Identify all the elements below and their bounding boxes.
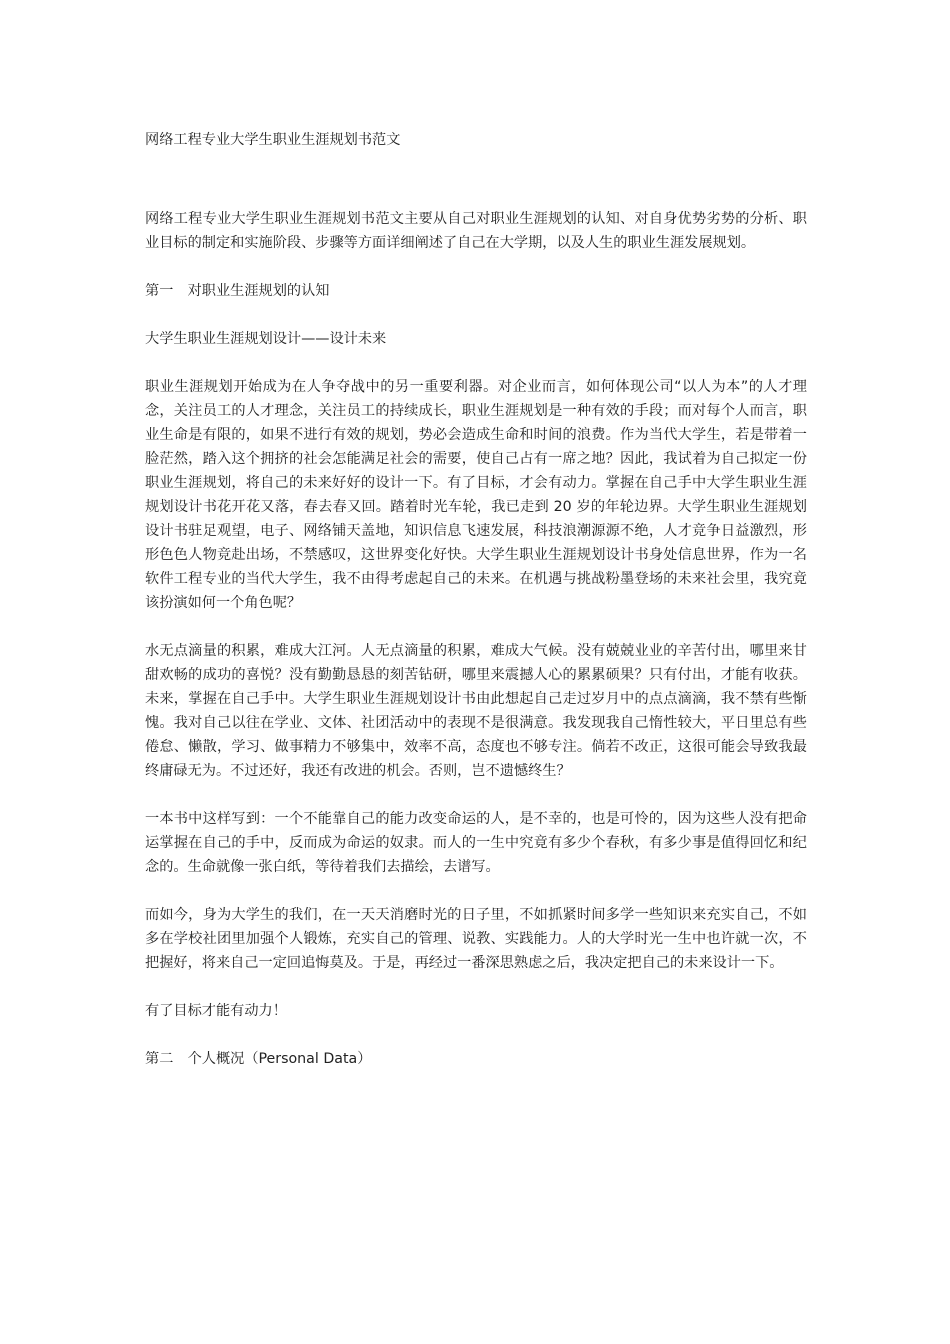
section-heading-2: 第二 个人概况（Personal Data）	[145, 1051, 372, 1067]
intro-paragraph: 网络工程专业大学生职业生涯规划书范文主要从自己对职业生涯规划的认知、对自身优势劣势的分析、职业目标的制定和实施阶段、步骤等方面详细阐述了自己在大学期，以及人生的职业生涯发展规划。	[145, 211, 807, 251]
body-paragraph-4: 而如今，身为大学生的我们，在一天天消磨时光的日子里，不如抓紧时间多学一些知识来充实自己，不如多在学校社团里加强个人锻炼，充实自己的管理、说教、实践能力。人的大学时光一生中也许就一次，不把握好，将来自己一定回追悔莫及。于是，再经过一番深思熟虑之后，我决定把自己的未来设计一下。	[145, 907, 807, 971]
document-body	[145, 128, 807, 1095]
body-paragraph-3: 一本书中这样写到：一个不能靠自己的能力改变命运的人，是不幸的，也是可怜的，因为这些人没有把命运掌握在自己的手中，反而成为命运的奴隶。而人的一生中究竟有多少个春秋，有多少事是值得回忆和纪念的。生命就像一张白纸，等待着我们去描绘，去谱写。	[145, 811, 807, 875]
section-heading-1: 第一 对职业生涯规划的认知	[145, 283, 330, 299]
document-title: 网络工程专业大学生职业生涯规划书范文	[145, 132, 401, 148]
body-paragraph-2: 水无点滴量的积累，难成大江河。人无点滴量的积累，难成大气候。没有兢兢业业的辛苦付出，哪里来甘甜欢畅的成功的喜悦？没有勤勤恳恳的刻苦钻研，哪里来震撼人心的累累硕果？只有付出，才能有收获。未来，掌握在自己手中。大学生职业生涯规划设计书由此想起自己走过岁月中的点点滴滴，我不禁有些惭愧。我对自己以往在学业、文体、社团活动中的表现不是很满意。我发现我自己惰性较大，平日里总有些倦怠、懒散，学习、做事精力不够集中，效率不高，态度也不够专注。倘若不改正，这很可能会导致我最终庸碌无为。不过还好，我还有改进的机会。否则，岂不遗憾终生？	[145, 643, 807, 779]
subsection-heading: 大学生职业生涯规划设计——设计未来	[145, 331, 387, 347]
motto-line: 有了目标才能有动力！	[145, 1003, 287, 1019]
body-paragraph-1: 职业生涯规划开始成为在人争夺战中的另一重要利器。对企业而言，如何体现公司“以人为本”的人才理念，关注员工的人才理念，关注员工的持续成长，职业生涯规划是一种有效的手段；而对每个人而言，职业生命是有限的，如果不进行有效的规划，势必会造成生命和时间的浪费。作为当代大学生，若是带着一脸茫然，踏入这个拥挤的社会怎能满足社会的需要，使自己占有一席之地？因此，我试着为自己拟定一份职业生涯规划，将自己的未来好好的设计一下。有了目标，才会有动力。掌握在自己手中大学生职业生涯规划设计书花开花又落，春去春又回。踏着时光车轮，我已走到 20 岁的年轮边界。大学生职业生涯规划设计书驻足观望，电子、网络铺天盖地，知识信息飞速发展，科技浪潮源源不绝，人才竞争日益激烈，形形色色人物竞赴出场，不禁感叹，这世界变化好快。大学生职业生涯规划设计书身处信息世界，作为一名软件工程专业的当代大学生，我不由得考虑起自己的未来。在机遇与挑战粉墨登场的未来社会里，我究竟该扮演如何一个角色呢？	[145, 379, 807, 611]
